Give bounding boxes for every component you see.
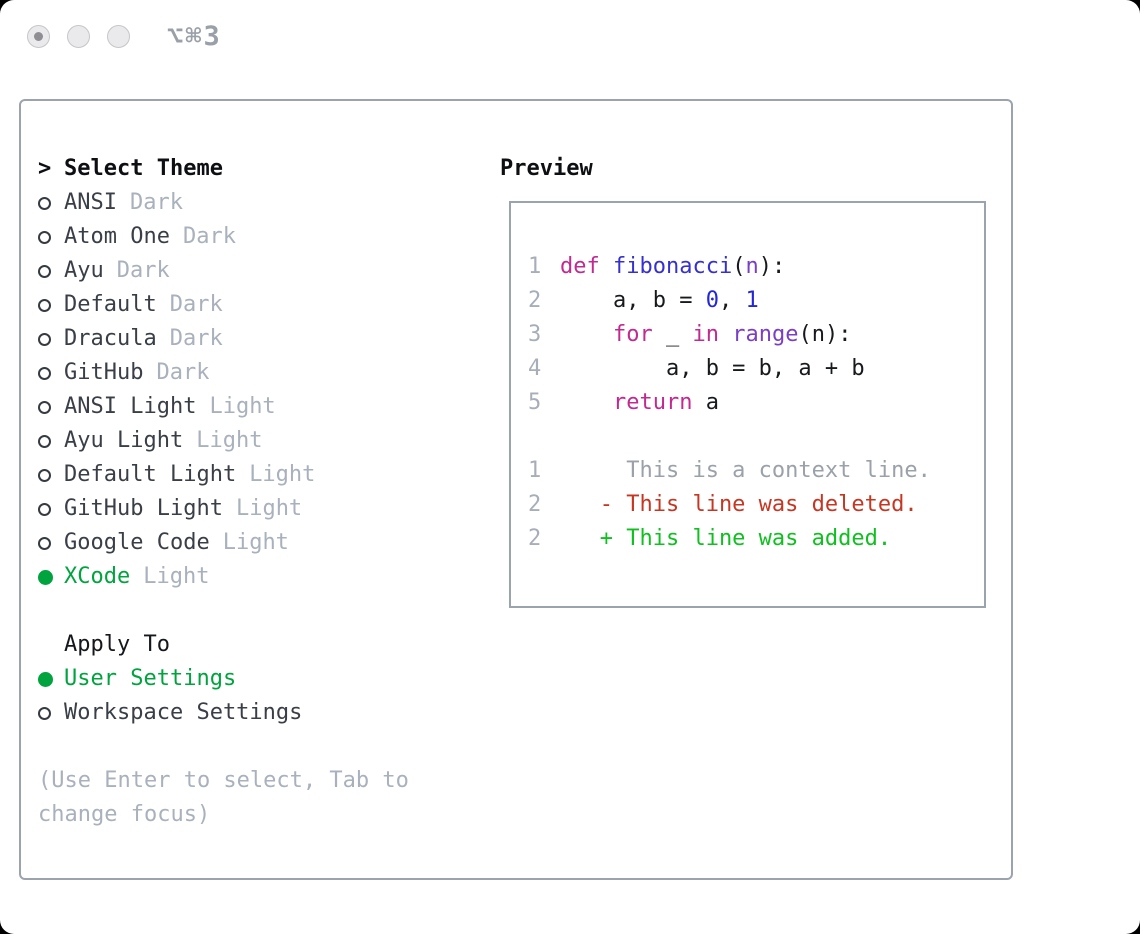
radio-selected-icon	[38, 672, 53, 687]
code-line	[528, 420, 976, 454]
apply-option-user-settings[interactable]	[38, 662, 468, 696]
apply-option-label: User Settings	[64, 666, 237, 691]
preview-pane	[509, 201, 986, 608]
radio-marker	[38, 401, 64, 414]
radio-icon	[38, 503, 51, 516]
theme-option-google-code[interactable]	[38, 526, 468, 560]
radio-selected-icon	[38, 570, 53, 585]
code-text	[560, 318, 851, 352]
apply-option-label: Workspace Settings	[64, 700, 303, 725]
theme-variant: Dark	[169, 292, 223, 317]
token-kw: def	[560, 254, 600, 279]
radio-marker	[38, 265, 64, 278]
theme-option-atom-one[interactable]	[38, 220, 468, 254]
radio-icon	[38, 333, 51, 346]
theme-option-github-light[interactable]	[38, 492, 468, 526]
theme-option-default-light[interactable]	[38, 458, 468, 492]
token-pl: a	[692, 390, 719, 415]
theme-name: ANSI	[64, 190, 117, 215]
token-del: - This line was deleted.	[560, 492, 918, 517]
window-controls	[27, 25, 130, 48]
window-minimize-button[interactable]	[67, 25, 90, 48]
radio-marker	[38, 469, 64, 482]
theme-option-ansi-light[interactable]	[38, 390, 468, 424]
radio-icon	[38, 435, 51, 448]
radio-marker	[38, 367, 64, 380]
window-close-button[interactable]	[27, 25, 50, 48]
theme-variant: Dark	[169, 326, 223, 351]
theme-option-dracula[interactable]	[38, 322, 468, 356]
radio-icon	[38, 299, 51, 312]
code-text	[560, 284, 759, 318]
theme-name: Ayu	[64, 258, 104, 283]
code-line	[528, 522, 976, 556]
radio-icon	[38, 537, 51, 550]
token-kw: in	[692, 322, 719, 347]
radio-marker	[38, 672, 64, 687]
token-pl	[560, 322, 613, 347]
radio-icon	[38, 401, 51, 414]
apply-to-list	[38, 662, 468, 730]
theme-name: ANSI Light	[64, 394, 197, 419]
theme-picker-column	[38, 152, 468, 832]
theme-variant: Light	[249, 462, 316, 487]
token-kw: for	[612, 322, 653, 347]
radio-icon	[38, 265, 51, 278]
theme-name: XCode	[64, 564, 131, 589]
token-nm: 0	[705, 288, 719, 313]
theme-variant: Light	[222, 530, 289, 555]
radio-icon	[38, 231, 51, 244]
theme-option-default[interactable]	[38, 288, 468, 322]
radio-icon	[38, 469, 51, 482]
theme-name: GitHub Light	[64, 496, 223, 521]
theme-variant: Light	[143, 564, 210, 589]
code-text	[560, 386, 719, 420]
theme-list	[38, 186, 468, 594]
selection-prompt-icon: >	[38, 156, 52, 181]
theme-name: Google Code	[64, 530, 210, 555]
radio-marker	[38, 299, 64, 312]
line-number	[528, 420, 560, 454]
token-pl: a, b = b, a + b	[560, 356, 865, 381]
token-pl: (n):	[798, 322, 852, 347]
preview-code	[528, 250, 976, 556]
select-theme-title: Select Theme	[64, 156, 223, 181]
code-text	[560, 522, 891, 556]
line-number: 2	[528, 526, 542, 551]
radio-icon	[38, 367, 51, 380]
window-zoom-button[interactable]	[107, 25, 130, 48]
token-pl: _	[652, 322, 693, 347]
spacer	[38, 730, 468, 764]
token-pl: (	[732, 254, 746, 279]
theme-variant: Light	[235, 496, 303, 521]
code-text	[560, 352, 865, 386]
apply-to-title: Apply To	[64, 632, 170, 657]
token-pl	[560, 390, 613, 415]
theme-variant: Dark	[182, 224, 236, 249]
radio-marker	[38, 537, 64, 550]
radio-marker	[38, 231, 64, 244]
theme-picker-panel	[19, 99, 1013, 880]
token-pl: ):	[758, 254, 786, 279]
code-text	[560, 488, 918, 522]
theme-variant: Dark	[116, 258, 170, 283]
keyboard-shortcut-label: ⌥⌘3	[167, 21, 222, 52]
code-line	[528, 488, 976, 522]
token-pm: n	[745, 254, 759, 279]
radio-marker	[38, 570, 64, 585]
line-number: 2	[528, 492, 542, 517]
token-pl	[719, 322, 732, 347]
theme-name: Atom One	[64, 224, 170, 249]
line-number: 5	[528, 390, 542, 415]
radio-icon	[38, 707, 51, 720]
line-number: 3	[528, 322, 542, 347]
code-line	[528, 454, 976, 488]
theme-variant: Light	[196, 428, 263, 453]
radio-marker	[38, 333, 64, 346]
apply-option-workspace-settings[interactable]	[38, 696, 468, 730]
apply-to-header	[38, 628, 468, 662]
theme-option-ansi[interactable]	[38, 186, 468, 220]
theme-name: Dracula	[64, 326, 157, 351]
help-text: (Use Enter to select, Tab to change focus)	[38, 768, 409, 827]
theme-name: Default Light	[64, 462, 237, 487]
radio-icon	[38, 197, 51, 210]
theme-option-ayu-light[interactable]	[38, 424, 468, 458]
theme-option-ayu[interactable]	[38, 254, 468, 288]
theme-name: Ayu Light	[64, 428, 184, 453]
radio-marker	[38, 197, 64, 210]
line-number: 1	[528, 254, 542, 279]
code-line	[528, 284, 976, 318]
radio-marker	[38, 503, 64, 516]
line-number: 4	[528, 356, 542, 381]
theme-option-xcode[interactable]	[38, 560, 468, 594]
token-add: + This line was added.	[560, 526, 892, 551]
code-line	[528, 386, 976, 420]
spacer	[38, 594, 468, 628]
theme-variant: Light	[209, 394, 276, 419]
token-kw: return	[612, 390, 693, 415]
select-theme-header	[38, 152, 468, 186]
token-nm: 1	[745, 288, 759, 313]
radio-marker	[38, 707, 64, 720]
token-pl: a, b =	[560, 288, 706, 313]
token-pl: ,	[718, 288, 746, 313]
line-number: 1	[528, 458, 542, 483]
radio-marker	[38, 435, 64, 448]
theme-name: GitHub	[64, 360, 144, 385]
line-number: 2	[528, 288, 542, 313]
theme-name: Default	[64, 292, 157, 317]
preview-title: Preview	[500, 156, 593, 181]
theme-variant: Dark	[129, 190, 183, 215]
theme-option-github[interactable]	[38, 356, 468, 390]
code-line	[528, 352, 976, 386]
token-fn: fibonacci	[613, 254, 733, 279]
code-text	[560, 250, 785, 284]
active-window-dot-icon	[34, 32, 43, 41]
token-pl	[600, 254, 613, 279]
token-pm: range	[732, 322, 799, 347]
theme-variant: Dark	[156, 360, 210, 385]
code-line	[528, 318, 976, 352]
token-ctx: This is a context line.	[560, 458, 931, 483]
code-text	[560, 454, 931, 488]
code-line	[528, 250, 976, 284]
